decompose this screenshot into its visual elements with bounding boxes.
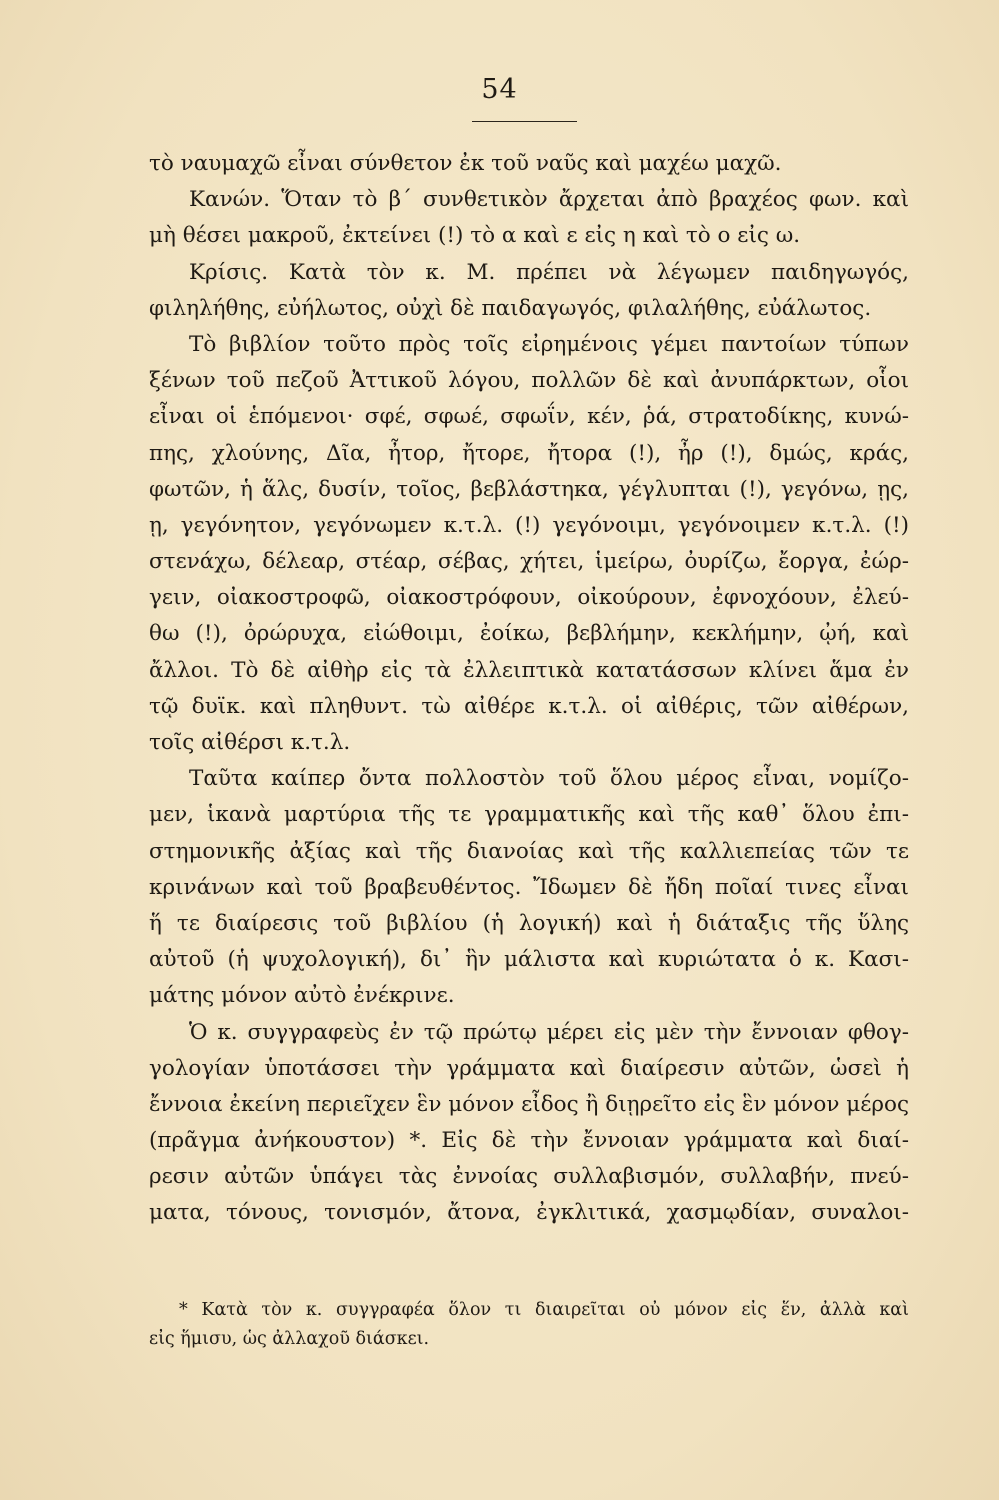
body-text-line: ἥ τε διαίρεσις τοῦ βιβλίου (ἡ λογική) καὶ ἡ διάταξις τῆς ὕλης bbox=[149, 910, 909, 936]
body-text-line: ματα, τόνους, τονισμόν, ἄτονα, ἐγκλιτικά, χασμῳδίαν, συναλοι- bbox=[149, 1200, 909, 1226]
body-text bbox=[149, 146, 909, 1232]
body-text-line: γειν, οἰακοστροφῶ, οἰακοστρόφουν, οἰκούρουν, ἐφνοχόουν, ἐλεύ- bbox=[149, 585, 909, 611]
body-text-line: μάτης μόνον αὐτὸ ἐνέκρινε. bbox=[149, 983, 455, 1009]
body-text-line: Κρίσις. Κατὰ τὸν κ. Μ. πρέπει νὰ λέγωμεν παιδηγωγός, bbox=[189, 259, 909, 285]
body-text-line: Ὁ κ. συγγραφεὺς ἐν τῷ πρώτῳ μέρει εἰς μὲν τὴν ἔννοιαν φθογ- bbox=[189, 1019, 909, 1045]
footnote-line: * Κατὰ τὸν κ. συγγραφέα ὅλον τι διαιρεῖται οὐ μόνον εἰς ἕν, ἀλλὰ καὶ bbox=[179, 1300, 909, 1320]
body-text-line: θω (!), ὀρώρυχα, εἰώθοιμι, ἐοίκω, βεβλήμην, κεκλήμην, ᾠή, καὶ bbox=[149, 621, 909, 647]
body-text-line: τοῖς αἰθέρσι κ.τ.λ. bbox=[149, 730, 351, 755]
body-text-line: ρεσιν αὐτῶν ὑπάγει τὰς ἐννοίας συλλαβισμόν, συλλαβήν, πνεύ- bbox=[149, 1164, 909, 1190]
footnote-line: εἰς ἥμισυ, ὡς ἀλλαχοῦ διάσκει. bbox=[149, 1329, 430, 1349]
body-text-line: στενάχω, δέλεαρ, στέαρ, σέβας, χήτει, ἱμείρω, ὀυρίζω, ἔοργα, ἐώρ- bbox=[149, 549, 909, 575]
body-text-line: στημονικῆς ἀξίας καὶ τῆς διανοίας καὶ τῆς καλλιεπείας τῶν τε bbox=[149, 838, 909, 864]
body-text-line: Κανών. Ὅταν τὸ β΄ συνθετικὸν ἄρχεται ἀπὸ βραχέος φων. καὶ bbox=[189, 187, 909, 213]
body-text-line: τὸ ναυμαχῶ εἶναι σύνθετον ἐκ τοῦ ναῦς καὶ μαχέω μαχῶ. bbox=[149, 151, 782, 176]
page-number: 54 bbox=[481, 74, 518, 105]
body-text-line: μεν, ἱκανὰ μαρτύρια τῆς τε γραμματικῆς καὶ τῆς καθ᾽ ὅλου ἐπι- bbox=[149, 802, 909, 828]
body-text-line: ῃ, γεγόνητον, γεγόνωμεν κ.τ.λ. (!) γεγόνοιμι, γεγόνοιμεν κ.τ.λ. (!) bbox=[149, 512, 909, 538]
body-text-line: κρινάνων καὶ τοῦ βραβευθέντος. Ἴδωμεν δὲ ἤδη ποῖαί τινες εἶναι bbox=[149, 874, 909, 900]
body-text-line: Τὸ βιβλίον τοῦτο πρὸς τοῖς εἰρημένοις γέμει παντοίων τύπων bbox=[189, 331, 909, 357]
page-number-rule bbox=[472, 121, 577, 122]
body-text-line: (πρᾶγμα ἀνήκουστον) *. Εἰς δὲ τὴν ἔννοιαν γράμματα καὶ διαί- bbox=[149, 1128, 909, 1154]
body-text-line: μὴ θέσει μακροῦ, ἐκτείνει (!) τὸ α καὶ ε εἰς η καὶ τὸ ο εἰς ω. bbox=[149, 223, 801, 249]
body-text-line: πης, χλούνης, Δῖα, ἦτορ, ἤτορε, ἤτορα (!), ἦρ (!), δμώς, κράς, bbox=[149, 440, 909, 466]
body-text-line: τῷ δυϊκ. καὶ πληθυντ. τὼ αἰθέρε κ.τ.λ. οἱ αἰθέρις, τῶν αἰθέρων, bbox=[149, 693, 909, 719]
body-text-line: ἔννοια ἐκείνη περιεῖχεν ἓν μόνον εἶδος ἢ διῃρεῖτο εἰς ἓν μόνον μέρος bbox=[149, 1091, 909, 1117]
footnote bbox=[149, 1296, 909, 1354]
body-text-line: φωτῶν, ἡ ἅλς, δυσίν, τοῖος, βεβλάστηκα, γέγλυπται (!), γεγόνω, ῃς, bbox=[149, 476, 909, 502]
body-text-line: Ταῦτα καίπερ ὄντα πολλοστὸν τοῦ ὅλου μέρος εἶναι, νομίζο- bbox=[189, 766, 909, 792]
body-text-line: αὐτοῦ (ἡ ψυχολογική), δι᾽ ἣν μάλιστα καὶ κυριώτατα ὁ κ. Κασι- bbox=[149, 947, 909, 973]
body-text-line: γολογίαν ὑποτάσσει τὴν γράμματα καὶ διαίρεσιν αὐτῶν, ὡσεὶ ἡ bbox=[149, 1055, 909, 1081]
body-text-line: φιληλήθης, εὐήλωτος, οὐχὶ δὲ παιδαγωγός, φιλαλήθης, εὐάλωτος. bbox=[149, 295, 872, 321]
body-text-line: ξένων τοῦ πεζοῦ Ἀττικοῦ λόγου, πολλῶν δὲ καὶ ἀνυπάρκτων, οἷοι bbox=[149, 368, 909, 394]
body-text-line: ἄλλοι. Τὸ δὲ αἰθὴρ εἰς τὰ ἐλλειπτικὰ κατατάσσων κλίνει ἅμα ἐν bbox=[149, 657, 909, 683]
body-text-line: εἶναι οἱ ἑπόμενοι· σφέ, σφωέ, σφωΐν, κέν, ῥά, στρατοδίκης, κυνώ- bbox=[149, 404, 909, 430]
